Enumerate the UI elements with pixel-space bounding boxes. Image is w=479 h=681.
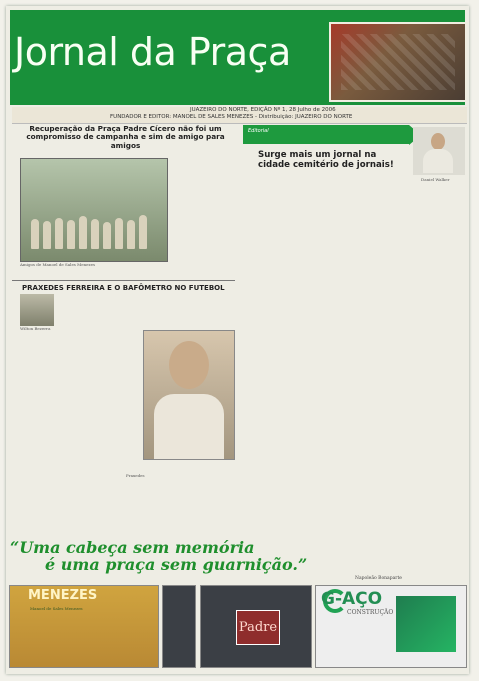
person-figure [79,216,87,249]
person-figure [91,219,99,249]
large-portrait-caption: Praxedes [126,473,145,478]
author-photo [413,127,465,175]
header-photo [329,22,467,102]
portrait-head [169,341,209,389]
headline-recuperacao: Recuperação da Praça Padre Cícero não foi um compromisso de campanha e sim de amigo para amigos [26,124,225,150]
section-divider [12,280,235,281]
person-figure [55,218,63,249]
headline-editorial: Surge mais um jornal na cidade cemitério de jornais! [258,150,394,171]
person-figure [67,220,75,249]
headline-praxedes: PRAXEDES FERREIRA E O BAFÔMETRO NO FUTEBOL [22,284,225,292]
ad-padre-logo: Padre [236,610,280,645]
quote-author: Napoleão Bonaparte [355,576,402,581]
ad-gaco[interactable] [315,585,467,668]
group-photo-caption: Amigos de Manoel de Sales Menezes [20,262,96,267]
person-figure [139,215,147,249]
person-figure [103,222,111,249]
ad-gaco-logo: G-AÇO [321,589,383,609]
page-title: Jornal da Praça [14,30,291,74]
person-figure [31,219,39,249]
quote-line-2: é uma praça sem guarnição.” [45,554,308,574]
ad-gaco-card [396,596,456,652]
ad-gaco-subtitle: CONSTRUÇÃO [347,609,394,616]
praxedes-photo [143,330,235,460]
ad-menezes[interactable] [9,585,159,668]
person-figure [127,220,135,249]
ad-menezes-line: Manoel de Sales Menezes [30,606,83,611]
author-photo-body [423,149,453,173]
ad-dark-panel[interactable] [162,585,196,668]
author-photo-head [431,133,445,150]
group-photo [20,158,168,262]
ad-menezes-name: MENEZES [28,588,98,603]
small-portrait-caption: Wilton Bezerra [20,326,51,331]
quote-line-1: “Uma cabeça sem memória [10,538,255,557]
masthead-line-2: FUNDADOR E EDITOR: MANOEL DE SALES MENEZES - Distribuição: JUAZEIRO DO NORTE [110,114,353,120]
quote-block [10,540,470,574]
masthead-line-1: JUAZEIRO DO NORTE, EDIÇÃO Nº 1, 28 Julho de 2006 [190,107,336,113]
ad-padre[interactable] [200,585,312,668]
author-portrait-small [20,294,54,326]
person-figure [43,221,51,249]
author-caption: Daniel Walker [421,177,450,182]
editorial-label: Editorial [248,128,269,134]
portrait-shirt [154,394,224,459]
person-figure [115,218,123,249]
